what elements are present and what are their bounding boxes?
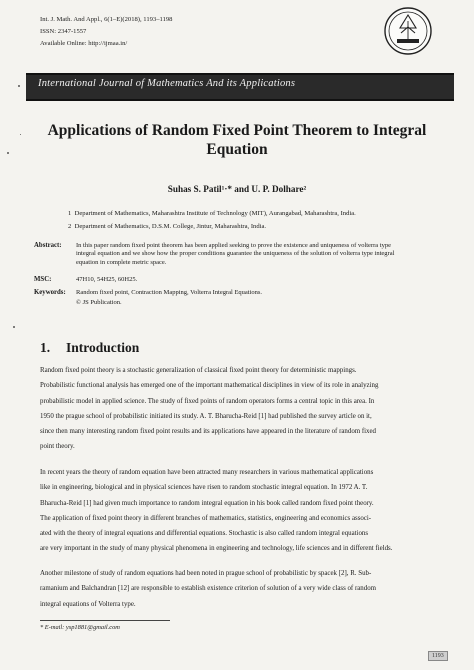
paper-authors: Suhas S. Patil¹·* and U. P. Dolhare² (167, 184, 307, 194)
affiliation-number: 1 (68, 210, 72, 217)
section-heading (40, 340, 139, 356)
paper-title (20, 121, 454, 159)
msc-codes: 47H10, 54H25, 60H25. (76, 276, 138, 283)
text-line: are very important in the study of many physical phenomena in engineering and technology, life sciences and in different fields. (40, 545, 393, 553)
msc-label: MSC: (34, 276, 52, 283)
paragraph-1 (40, 363, 444, 455)
scan-speck (13, 326, 15, 328)
text-line: ated with the theory of integral equations and differential equations. Stochastic is also called random integral equations (40, 530, 369, 538)
scan-speck (20, 134, 21, 135)
scan-speck (18, 85, 20, 87)
paragraph-2 (40, 465, 444, 557)
text-line: integral equations of Volterra type. (40, 600, 136, 608)
text-line: Probabilistic functional analysis has emerged one of the important mathematical disciplines in view of its role in analyzing (40, 382, 379, 390)
affiliation-1 (68, 210, 356, 217)
text-line: like in engineering, biological and in physical sciences have risen to random stochastic integral equation. In 1972 A. T. (40, 484, 368, 492)
text-line: The application of fixed point theory in different branches of mathematics, statistics, engineering and economics associ- (40, 514, 372, 522)
scan-speck (7, 152, 9, 154)
title-line: Applications of Random Fixed Point Theorem to Integral (47, 122, 427, 139)
abstract-text (76, 242, 446, 267)
text-line: ramanium and Balchandran [12] are responsible to establish existence criterion of solution of a very wide class of random (40, 585, 377, 593)
text-line: In recent years the theory of random equation have been attracted many researchers in various mathematical applications (40, 469, 374, 476)
page-number: 1193 (428, 651, 448, 661)
text-line: Bharucha-Reid [1] had given much importance to random integral equation in his book called random fixed point theory. (40, 499, 374, 507)
abstract-line: In this paper random fixed point theorem has been applied seeking to prove the existence and uniqueness of volterra type (76, 242, 391, 249)
section-title: Introduction (66, 340, 140, 355)
journal-reference: Int. J. Math. And Appl., 6(1–E)(2018), 1193–1198 (40, 16, 173, 23)
section-number: 1. (40, 340, 51, 355)
abstract-line: equation in complete metric space. (76, 258, 167, 266)
text-line: point theory. (40, 443, 75, 451)
affiliation-text: Department of Mathematics, D.S.M. College, Jintur, Maharashtra, India. (74, 223, 267, 230)
journal-meta (40, 14, 172, 50)
text-line: probabilistic model in applied science. The study of fixed points of random operators forms a central topic in this area. In (40, 397, 375, 405)
affiliation-number: 2 (68, 223, 72, 230)
paragraph-3 (40, 566, 444, 612)
text-line: Random fixed point theory is a stochastic generalization of classical fixed point theory for deterministic mappings. (40, 367, 357, 374)
footnote-rule (40, 620, 170, 621)
affiliation-text: Department of Mathematics, Maharashtra Institute of Technology (MIT), Aurangabad, Maharashtra, India. (74, 210, 356, 217)
journal-seal-logo (383, 6, 433, 56)
keywords-label: Keywords: (34, 289, 66, 296)
abstract-label: Abstract: (34, 242, 62, 249)
footnote-email: * E-mail: ysp1881@gmail.com (40, 624, 120, 631)
journal-banner-title: International Journal of Mathematics And its Applications (38, 78, 296, 89)
abstract-line: integral equation and we show how the proper conditions guarantee the uniqueness of the solution of volterra type integral (76, 250, 395, 258)
text-line: since then many interesting random fixed point results and its applications have appeared in the literature of random fixed (40, 428, 377, 436)
keywords: Random fixed point, Contraction Mapping, Volterra Integral Equations. (76, 289, 263, 296)
title-line: Equation (206, 141, 268, 158)
available-online: Available Online: http://ijmaa.in/ (40, 40, 128, 47)
issn: ISSN: 2347-1557 (40, 28, 87, 35)
text-line: 1950 the prague school of probabilistic initiated its study. A. T. Bharucha-Reid [1] had published the survey article on it, (40, 412, 372, 420)
affiliation-2 (68, 223, 266, 230)
text-line: Another milestone of study of random equations had been noted in prague school of probabilistic by spacek [2], R. Sub- (40, 570, 372, 577)
copyright-notice: © JS Publication. (76, 299, 122, 306)
